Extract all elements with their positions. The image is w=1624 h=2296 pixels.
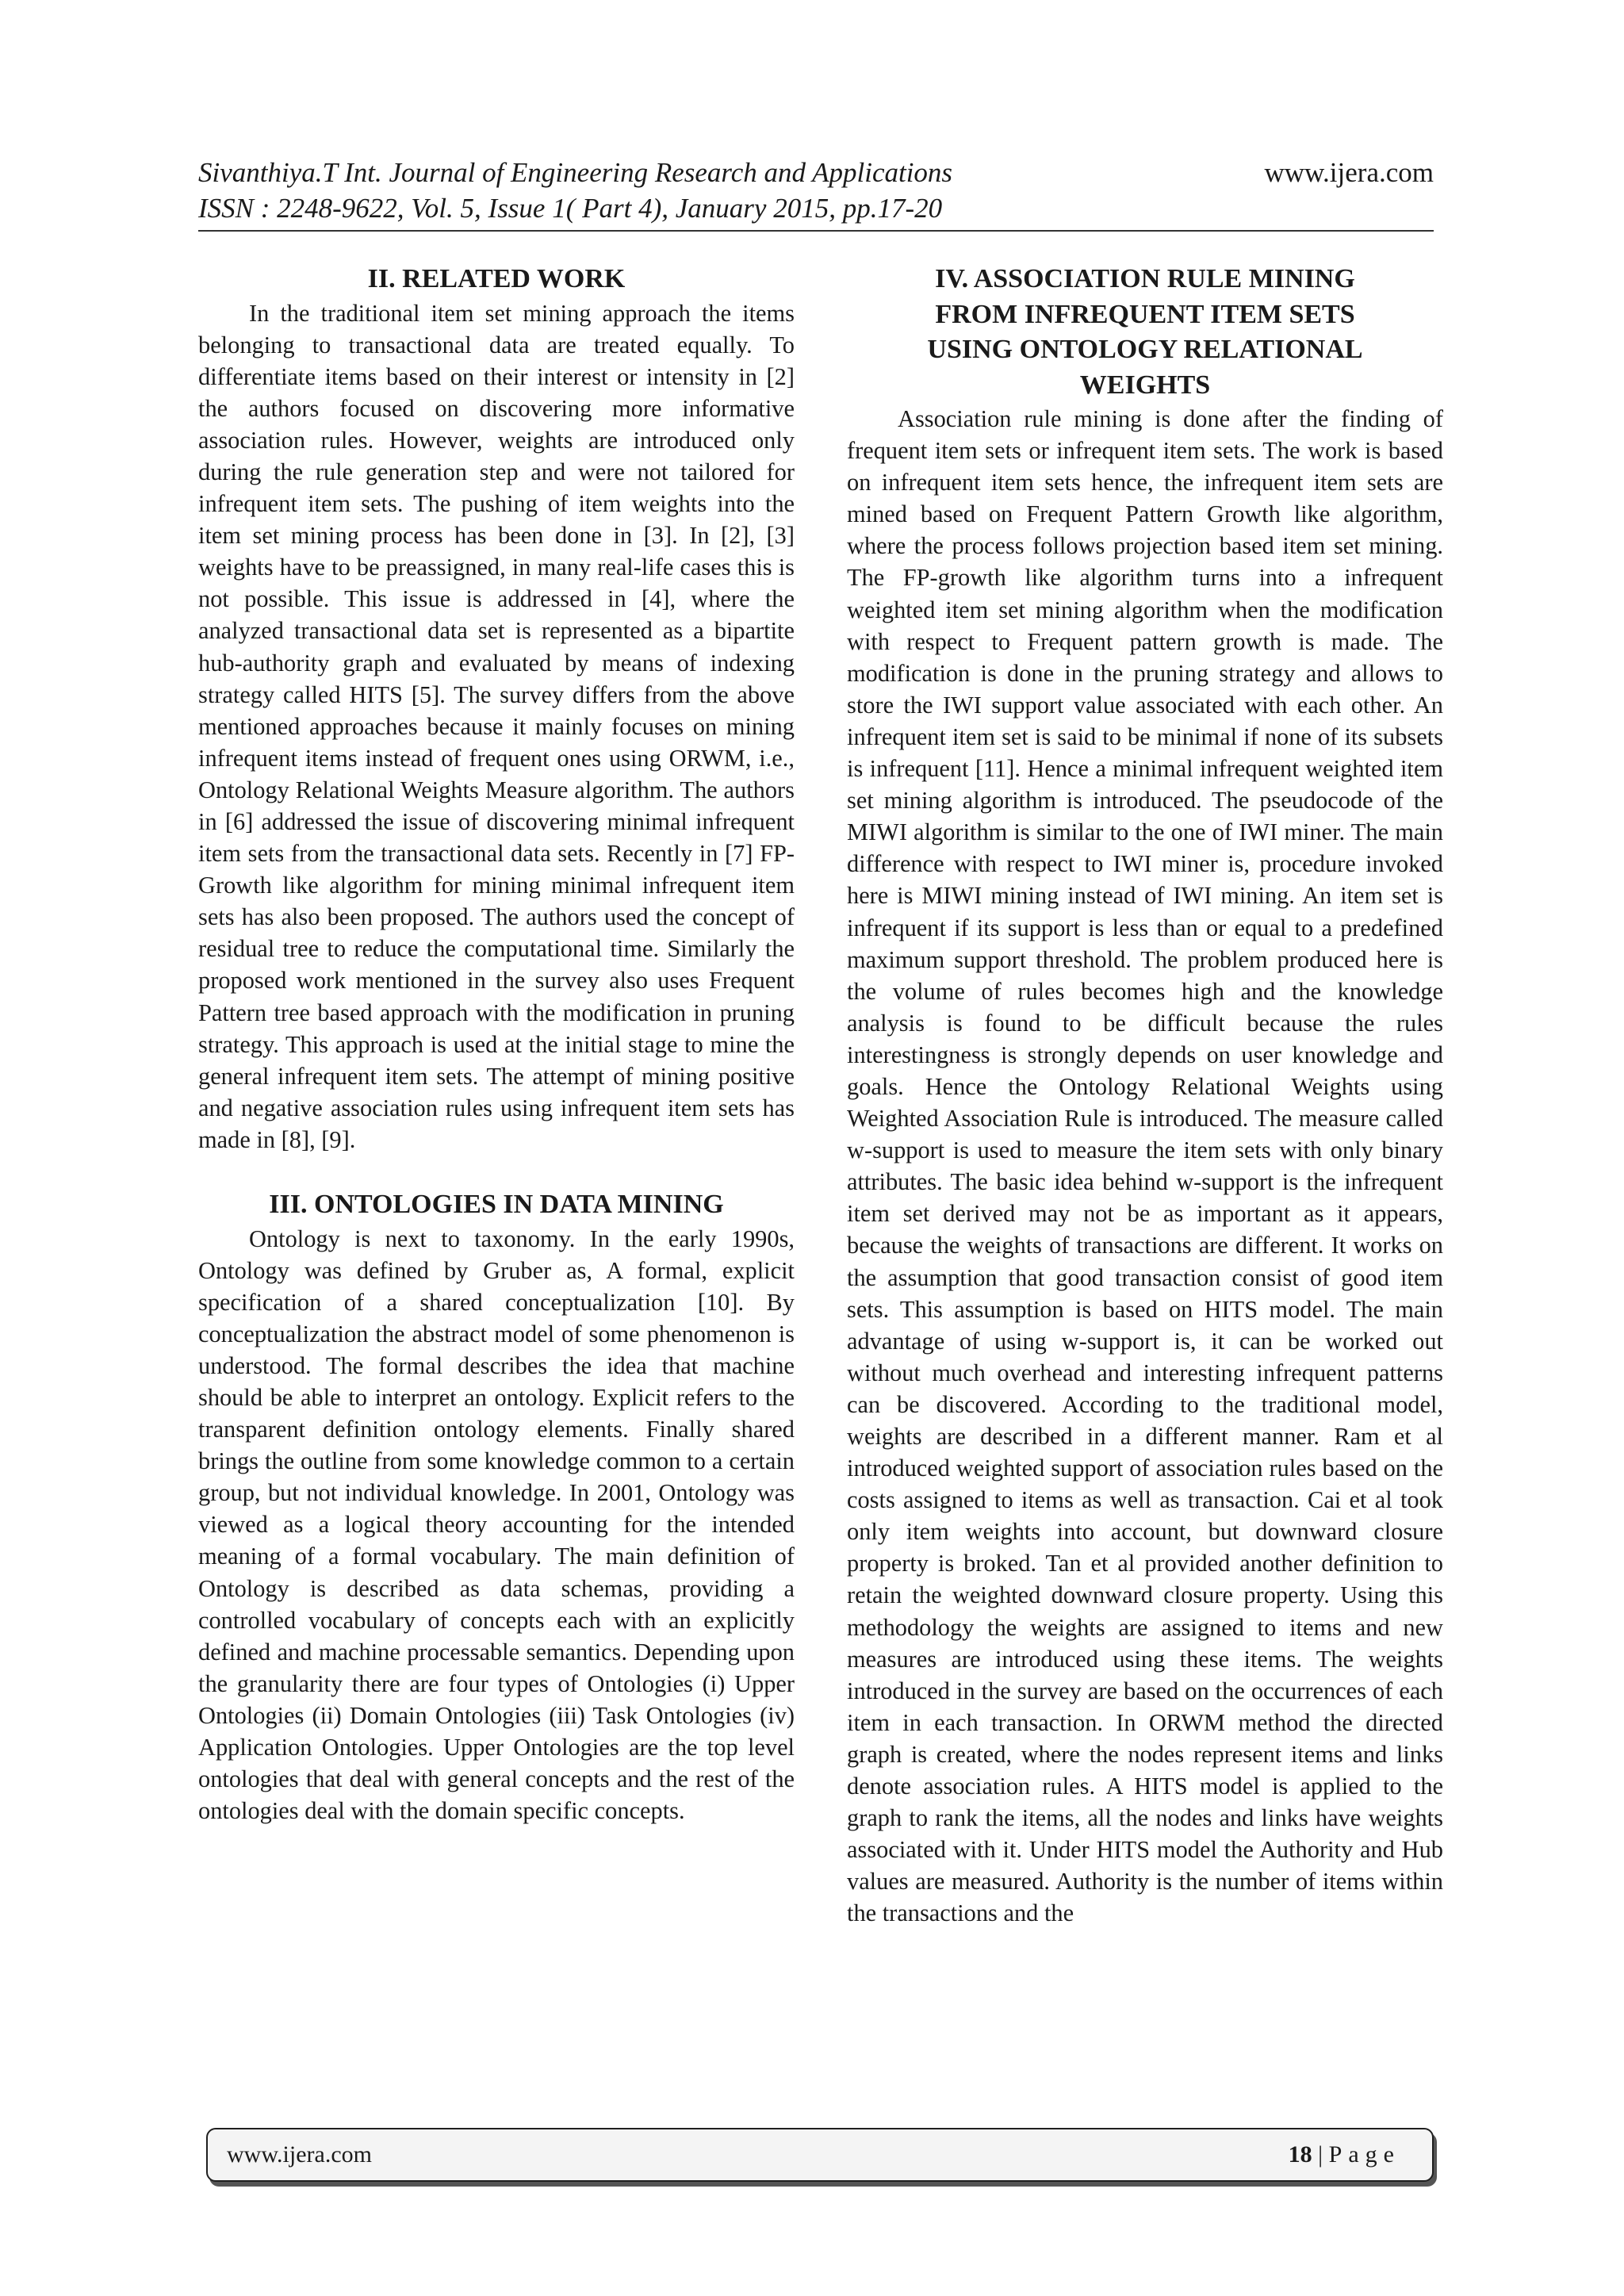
page-number: 18 bbox=[1288, 2141, 1312, 2168]
association-paragraph: Association rule mining is done after the finding of frequent item sets or infrequent item sets. The work is based on infrequent item sets hence, the infrequent item sets are mined based on Frequent Pattern Growth like algorithm, where the process follows projection based item set mining. The FP-growth like algorithm turns into a infrequent weighted item set mining algorithm when the modification with respect to Frequent pattern growth is made. The modification is done in the pruning strategy and allows to store the IWI support value associated with each other. An infrequent item set is said to be minimal if none of its subsets is infrequent [11]. Hence a minimal infrequent weighted item set mining algorithm is introduced. The pseudocode of the MIWI algorithm is similar to the one of IWI miner. The main difference with respect to IWI miner is, procedure invoked here is MIWI mining instead of IWI mining. An item set is infrequent if its support is less than or equal to a predefined maximum support threshold. The problem produced here is the volume of rules becomes high and the knowledge analysis is found to be difficult because the rules interestingness is strongly depends on user knowledge and goals. Hence the Ontology Relational Weights using Weighted Association Rule is introduced. The measure called w-support is used to measure the item sets with only binary attributes. The basic idea behind w-support is the infrequent item set derived may not be as important as it appears, because the weights of transactions are different. It works on the assumption that good transaction consist of good item sets. This assumption is based on HITS model. The main advantage of using w-support is, it can be worked out without much overhead and interesting infrequent patterns can be discovered. According to the traditional model, weights are described in a different manner. Ram et al introduced weighted support of association rules based on the costs assigned to items as well as transaction. Cai et al took only item weights into account, but downward closure property is broked. Tan et al provided another definition to retain the weighted downward closure property. Using this methodology the weights are assigned to items and new measures are introduced using these items. The weights introduced in the survey are based on the occurrences of each item in each transaction. In ORWM method the directed graph is created, where the nodes represent items and links denote association rules. A HITS model is applied to the graph to rank the items, all the nodes and links have weights associated with it. Under HITS model the Authority and Hub values are measured. Authority is the number of items within the transactions and the bbox=[847, 405, 1443, 1927]
page-separator: | bbox=[1312, 2141, 1329, 2168]
association-heading-line-1: IV. ASSOCIATION RULE MINING bbox=[935, 264, 1355, 293]
association-heading-line-3: USING ONTOLOGY RELATIONAL bbox=[927, 335, 1363, 364]
header-issn-line: ISSN : 2248-9622, Vol. 5, Issue 1( Part 4), January 2015, pp.17-20 bbox=[198, 193, 943, 224]
association-heading-line-2: FROM INFREQUENT ITEM SETS bbox=[935, 299, 1355, 329]
ontologies-heading: III. ONTOLOGIES IN DATA MINING bbox=[269, 1190, 724, 1220]
running-header bbox=[198, 155, 1434, 226]
association-heading-line-4: WEIGHTS bbox=[1079, 370, 1211, 400]
right-column bbox=[847, 262, 1443, 1930]
ontologies-paragraph: Ontology is next to taxonomy. In the early 1990s, Ontology was defined by Gruber as, A formal, explicit specification of a shared conceptualization [10]. By conceptualization the abstract model of some phenomenon is understood. The formal describes the idea that machine should be able to interpret an ontology. Explicit refers to the transparent definition ontology elements. Finally shared brings the outline from some knowledge common to a certain group, but not individual knowledge. In 2001, Ontology was viewed as a logical theory accounting for the intended meaning of a formal vocabulary. The main definition of Ontology is described as data schemas, providing a controlled vocabulary of concepts each with an explicitly defined and machine processable semantics. Depending upon the granularity there are four types of Ontologies (i) Upper Ontologies (ii) Domain Ontologies (iii) Task Ontologies (iv) Application Ontologies. Upper Ontologies are the top level ontologies that deal with general concepts and the rest of the ontologies deal with the domain specific concepts. bbox=[198, 1225, 795, 1825]
related-work-paragraph: In the traditional item set mining approach the items belonging to transactional data are treated equally. To differentiate items based on their interest or intensity in [2] the authors focused on discovering more informative association rules. However, weights are introduced only during the rule generation step and were not tailored for infrequent item sets. The pushing of item weights into the item set mining process has been done in [3]. In [2], [3] weights have to be preassigned, in many real-life cases this is not possible. This issue is addressed in [4], where the analyzed transactional data set is represented as a bipartite hub-authority graph and evaluated by means of indexing strategy called HITS [5]. The survey differs from the above mentioned approaches because it mainly focuses on mining infrequent items instead of frequent ones using ORWM, i.e., Ontology Relational Weights Measure algorithm. The authors in [6] addressed the issue of discovering minimal infrequent item sets from the transactional data sets. Recently in [7] FP-Growth like algorithm for mining minimal infrequent item sets has also been proposed. The authors used the concept of residual tree to reduce the computational time. Similarly the proposed work mentioned in the survey also uses Frequent Pattern tree based approach with the modification in pruning strategy. This approach is used at the initial stage to mine the general infrequent item sets. The attempt of mining positive and negative association rules using infrequent item sets has made in [8], [9]. bbox=[198, 299, 795, 1153]
related-work-heading: II. RELATED WORK bbox=[367, 264, 626, 293]
header-rule bbox=[198, 230, 1434, 232]
page-label: Page bbox=[1328, 2141, 1400, 2168]
page-footer bbox=[206, 2128, 1434, 2182]
association-heading bbox=[847, 262, 1443, 403]
header-website: www.ijera.com bbox=[1264, 157, 1434, 188]
left-column bbox=[198, 262, 795, 1826]
footer-page-indicator bbox=[1289, 2139, 1400, 2171]
header-journal-line: Sivanthiya.T Int. Journal of Engineering Research and Applications bbox=[198, 157, 953, 188]
footer-website: www.ijera.com bbox=[227, 2141, 372, 2168]
